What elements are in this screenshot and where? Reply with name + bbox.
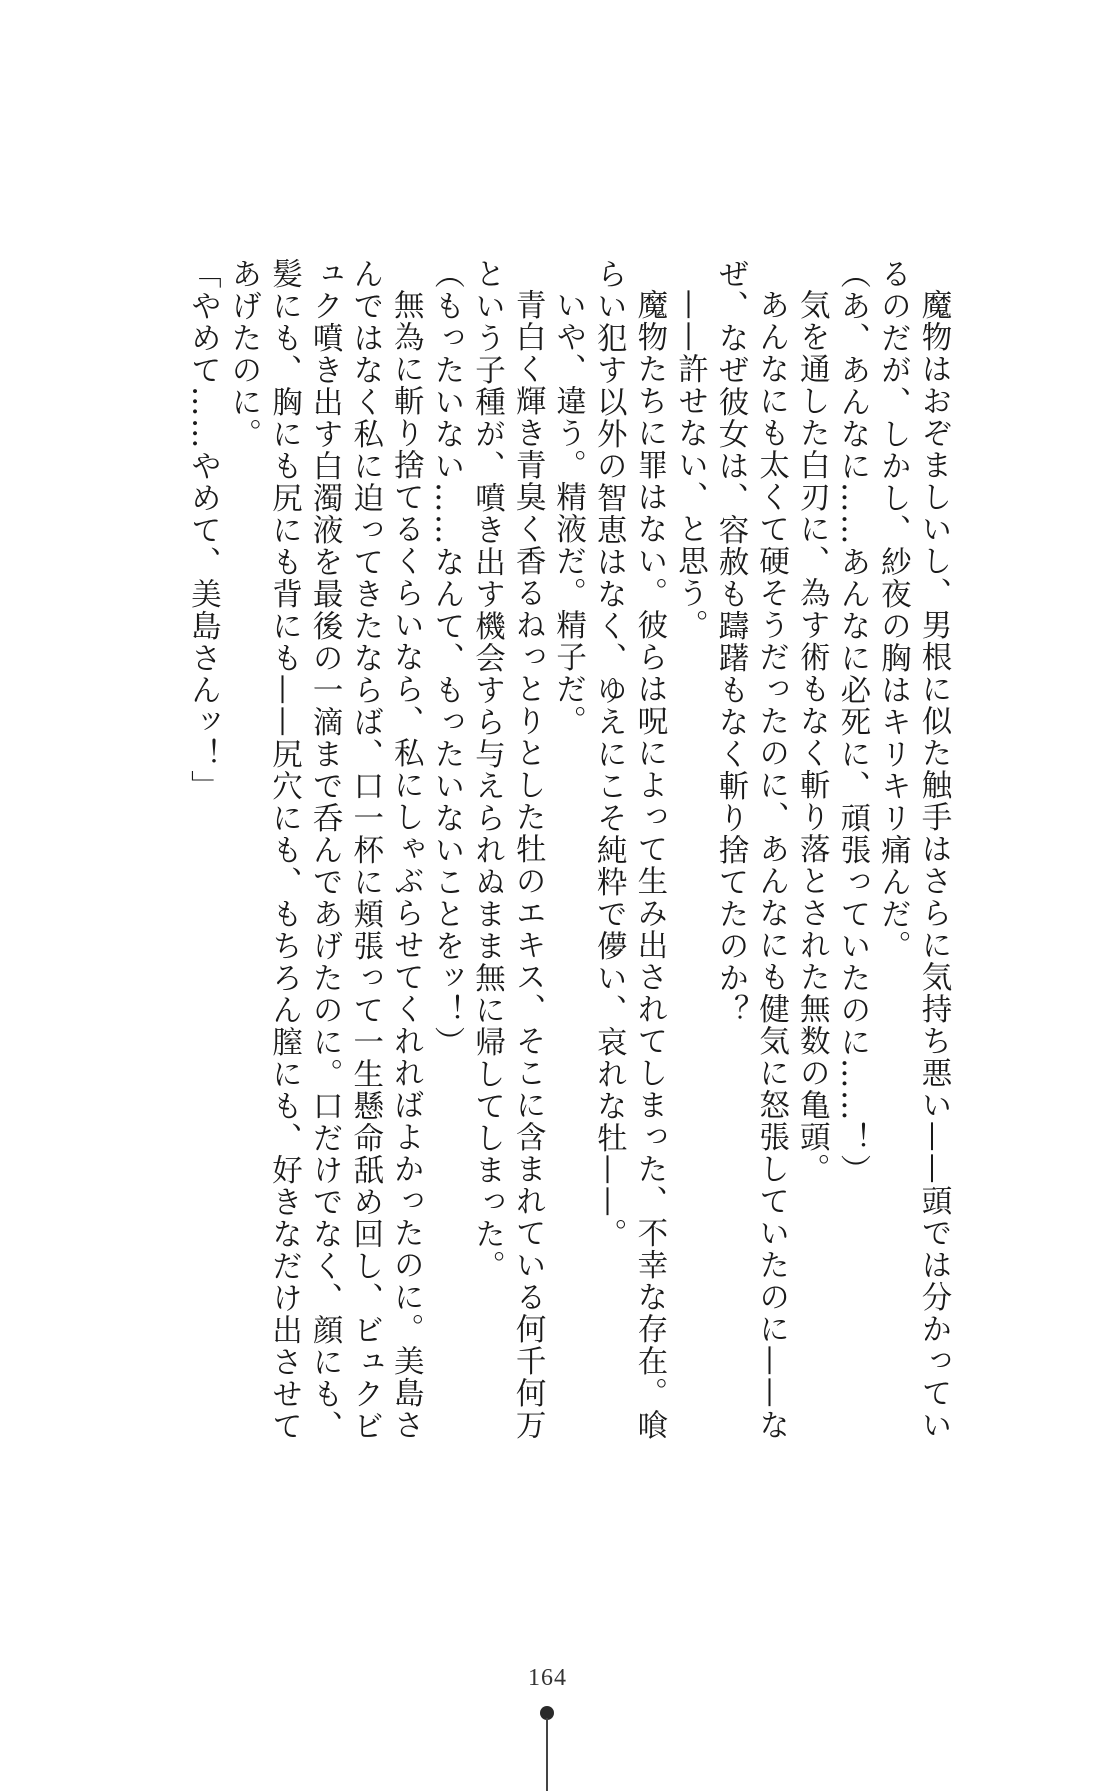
paragraph: いや、違う。精液だ。精子だ。	[550, 288, 586, 737]
body-text	[93, 258, 953, 1458]
folio-ornament	[540, 1706, 554, 1791]
folio-line	[546, 1718, 548, 1791]
paragraph: 魔物はおぞましいし、男根に似た触手はさらに気持ち悪い——頭では分かっているのだが、しかし、紗夜の胸はキリキリ痛んだ。	[875, 258, 951, 1441]
paragraph: 「やめて……やめて、美島さんッ！」	[185, 258, 221, 802]
paragraph: 青白く輝き青臭く香るねっとりとした牡のエキス、そこに含まれている何千何万という子種が、噴き出す機会すら与えられぬまま無に帰してしまった。	[469, 258, 546, 1441]
paragraph: 気を通した白刃に、為す術もなく斬り落とされた無数の亀頭。	[794, 288, 830, 1185]
paragraph: 無為に斬り捨てるくらいなら、私にしゃぶらせてくれればよかったのに。美島さんではなく私に迫ってきたならば、口一杯に頬張って一生懸命舐め回し、ビュクビュク噴き出す白濁液を最後の一滴まで呑んであげたのに。口だけでなく、顔にも、髪にも、胸にも尻にも背にも——尻穴にも、もちろん膣にも、好きなだけ出させてあげたのに。	[225, 258, 424, 1442]
paragraph: （もったいない……なんて、もったいないことをッ！）	[428, 258, 464, 1058]
page-number: 164	[528, 1665, 567, 1691]
paragraph: （あ、あんなに……あんなに必死に、頑張っていたのに……！）	[834, 258, 870, 1186]
paragraph: あんなにも太くて硬そうだったのに、あんなにも健気に怒張していたのに——なぜ、なぜ彼女は、容赦も躊躇もなく斬り捨てたのか？	[713, 258, 789, 1441]
paragraph: ——許せない、と思う。	[672, 288, 708, 641]
paragraph: 魔物たちに罪はない。彼らは呪によって生み出されてしまった、不幸な存在。喰らい犯す以外の智恵はなく、ゆえにこそ純粋で儚い、哀れな牡——。	[591, 258, 667, 1441]
